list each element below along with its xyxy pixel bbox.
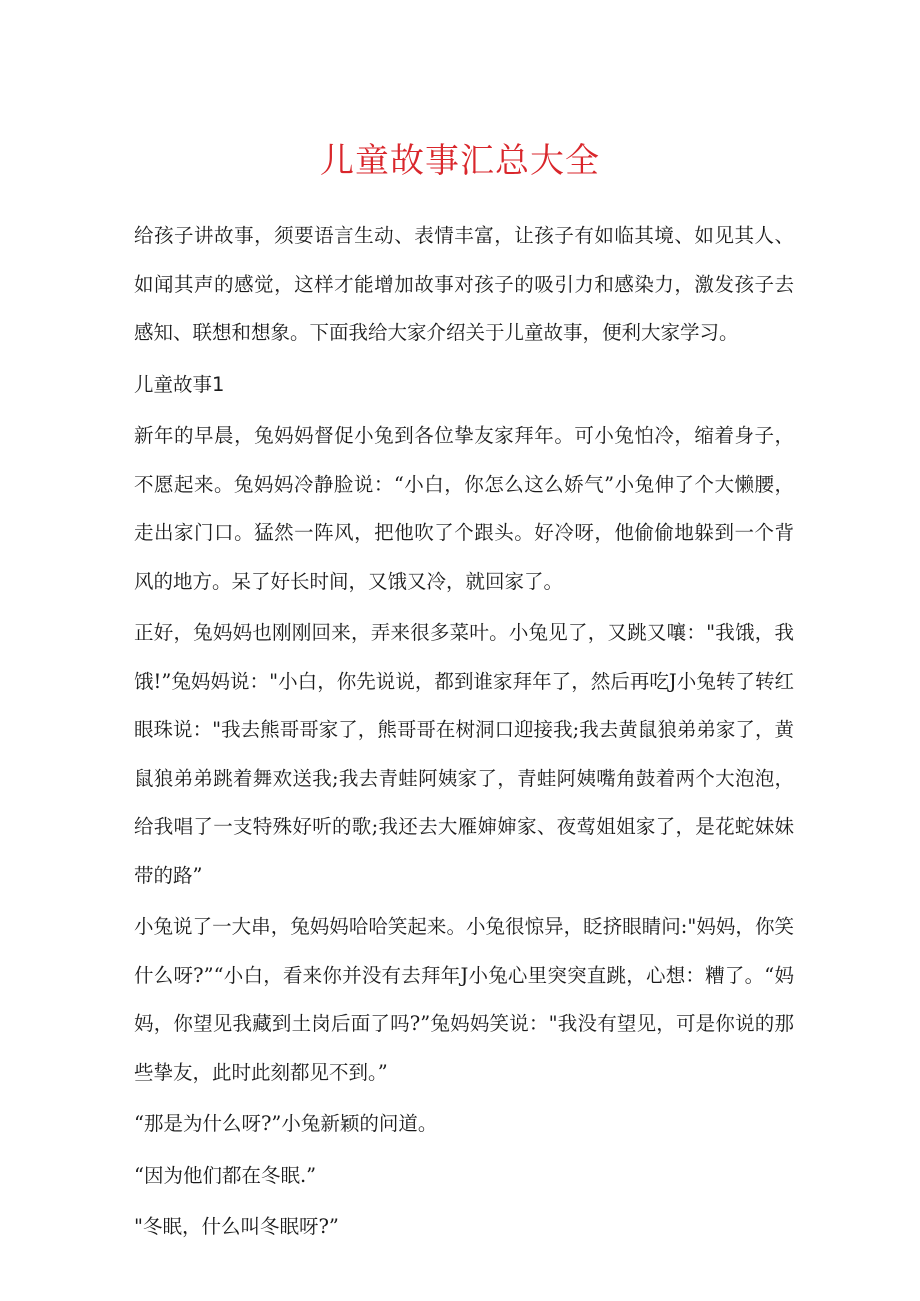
document-title: 儿童故事汇总大全 xyxy=(320,141,600,181)
story-paragraph-3: 小兔说了一大串，兔妈妈哈哈笑起来。小兔很惊异，眨挤眼睛问:"妈妈，你笑什么呀?”“小白，看来你并没有去拜年J小兔心里突突直跳，心想：糟了。“妈妈，你望见我藏到土岗后面了吗?”兔妈妈笑说："我没有望见，可是你说的那些挚友，此时此刻都见不到。” xyxy=(134,915,794,1084)
story-paragraph-2: 正好，兔妈妈也刚刚回来，弄来很多菜叶。小兔见了，又跳又嚷："我饿，我饿!”兔妈妈说："小白，你先说说，都到谁家拜年了，然后再吃J小兔转了转红眼珠说："我去熊哥哥家了，熊哥哥在树洞口迎接我;我去黄鼠狼弟弟家了，黄鼠狼弟弟跳着舞欢送我;我去青蛙阿姨家了，青蛙阿姨嘴角鼓着两个大泡泡，给我唱了一支特殊好听的歌;我还去大雁婶婶家、夜莺姐姐家了，是花蛇妹妹带的路” xyxy=(134,621,794,887)
story-paragraph-1: 新年的早晨，兔妈妈督促小兔到各位挚友家拜年。可小兔怕冷，缩着身子，不愿起来。兔妈妈冷静脸说：“小白，你怎么这么娇气”小兔伸了个大懒腰，走出家门口。猛然一阵风，把他吹了个跟头。好冷呀，他偷偷地躲到一个背风的地方。呆了好长时间，又饿又冷，就回家了。 xyxy=(134,424,794,593)
document-body xyxy=(134,212,794,1255)
story-paragraph-4: “那是为什么呀?”小兔新颖的问道。 xyxy=(134,1112,438,1135)
story-paragraph-5: “因为他们都在冬眠.” xyxy=(134,1163,317,1187)
section-heading: 儿童故事1 xyxy=(134,372,225,396)
story-paragraph-6: "冬眠，什么叫冬眠呀?” xyxy=(134,1215,339,1238)
intro-paragraph: 给孩子讲故事，须要语言生动、表情丰富，让孩子有如临其境、如见其人、如闻其声的感觉，这样才能增加故事对孩子的吸引力和感染力，激发孩子去感知、联想和想象。下面我给大家介绍关于儿童故事，便利大家学习。 xyxy=(134,224,794,344)
